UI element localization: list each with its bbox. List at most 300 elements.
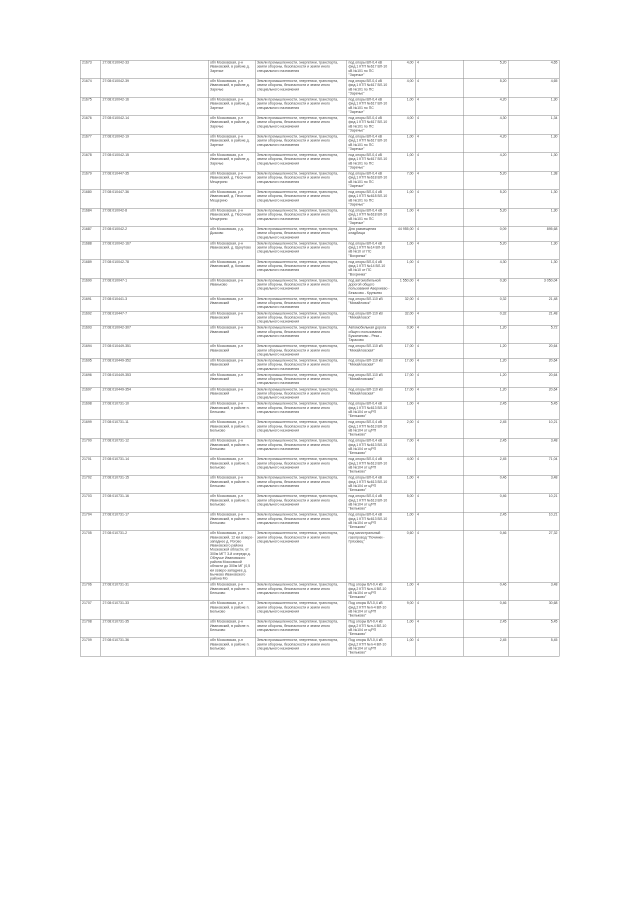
cell-cadastral-number: 27:08:010042-8 bbox=[101, 208, 209, 227]
table-row bbox=[80, 116, 559, 135]
cell-row-number: 21709 bbox=[80, 638, 101, 657]
cell-land-category: Земли промышленности, энергетики, транспорта, земли обороны, безопасности и земли иного специального назначения bbox=[255, 638, 347, 657]
cell-address: обл Московская, р-н Ивановский bbox=[208, 358, 255, 372]
cell-land-category: Земли промышленности, энергетики, транспорта, земли обороны, безопасности и земли иного специального назначения bbox=[255, 582, 347, 601]
cell-total: 1,30 bbox=[508, 260, 559, 279]
cell-code: 4 bbox=[415, 311, 463, 325]
cell-rate: 2,45 bbox=[463, 457, 508, 476]
cell-cadastral-number: 27:08:010731-11 bbox=[101, 420, 209, 439]
cell-cadastral-number: 27:08:010731-31 bbox=[101, 582, 209, 601]
cell-permitted-use: под опоры ВЛ-0,4 кВ фид.1 КТП №617 ВЛ-10 кВ №101 по ПС "Заречье" bbox=[347, 79, 392, 98]
cell-row-number: 21676 bbox=[80, 116, 101, 135]
cell-land-category: Земли промышленности, энергетики, транспорта, земли обороны, безопасности и земли иного специального назначения bbox=[255, 311, 347, 325]
cell-total: 10,21 bbox=[508, 512, 559, 531]
cell-total: 1,30 bbox=[508, 153, 559, 172]
cell-row-number: 21694 bbox=[80, 344, 101, 358]
cell-cadastral-number: 27:08:010447-36 bbox=[101, 190, 209, 209]
land-parcels-table bbox=[80, 60, 559, 657]
cell-address: обл Московская, р-н Ивановский, в районе д. Заречье bbox=[208, 97, 255, 116]
cell-row-number: 21705 bbox=[80, 531, 101, 583]
cell-rate: 5,20 bbox=[463, 79, 508, 98]
cell-address: обл Московская, р-н Ивановский, в районе п. Бельково bbox=[208, 457, 255, 476]
cell-rate: 5,20 bbox=[463, 60, 508, 79]
cell-row-number: 21689 bbox=[80, 260, 101, 279]
table-row bbox=[80, 79, 559, 98]
cell-total: 1,38 bbox=[508, 171, 559, 190]
cell-permitted-use: под опоры ВЛ-0,4 кВ фид.1 КТП №613 ВЛ-10 кВ №104 от ц/РП "Бельково" bbox=[347, 457, 392, 476]
cell-address: обл Московская, р-н Ивановский, в районе п. Бельково bbox=[208, 619, 255, 638]
cell-code: 4 bbox=[415, 116, 463, 135]
cell-area: 5,00 bbox=[392, 494, 416, 513]
cell-rate: 1,20 bbox=[463, 344, 508, 358]
cell-land-category: Земли промышленности, энергетики, транспорта, земли обороны, безопасности и земли иного специального назначения bbox=[255, 227, 347, 241]
cell-total: 1,30 bbox=[508, 241, 559, 260]
cell-land-category: Земли промышленности, энергетики, транспорта, земли обороны, безопасности и земли иного специального назначения bbox=[255, 512, 347, 531]
cell-cadastral-number: 27:08:010731-35 bbox=[101, 619, 209, 638]
cell-code: 4 bbox=[415, 401, 463, 420]
cell-land-category: Земли промышленности, энергетики, транспорта, земли обороны, безопасности и земли иного специального назначения bbox=[255, 297, 347, 311]
cell-rate: 0,32 bbox=[463, 297, 508, 311]
cell-land-category: Земли промышленности, энергетики, транспорта, земли обороны, безопасности и земли иного специального назначения bbox=[255, 619, 347, 638]
cell-area: 4,00 bbox=[392, 79, 416, 98]
cell-row-number: 21700 bbox=[80, 438, 101, 457]
table-row bbox=[80, 227, 559, 241]
cell-permitted-use: под опоры ВЛ-0,4 кВ фид.1 КТП №618 ВЛ-10 кВ №101 по ПС "Заречье" bbox=[347, 171, 392, 190]
cell-land-category: Земли промышленности, энергетики, транспорта, земли обороны, безопасности и земли иного специального назначения bbox=[255, 208, 347, 227]
table-row bbox=[80, 601, 559, 620]
cell-address: обл Московская, р-н Ивановский, в районе п. Бельково bbox=[208, 401, 255, 420]
cell-permitted-use: под опоры ВЛ-110 кВ "Михайловская" bbox=[347, 344, 392, 358]
cell-permitted-use: под опоры ВЛ-110 кВ "Михайловская" bbox=[347, 387, 392, 401]
cell-permitted-use: под опоры ВЛ-0,4 кВ фид.1 КТП №618 ВЛ-10 кВ №101 по ПС "Заречье" bbox=[347, 190, 392, 209]
cell-address: обл Московская, р-н Ивановский, в районе д. Заречье bbox=[208, 116, 255, 135]
cell-land-category: Земли промышленности, энергетики, транспорта, земли обороны, безопасности и земли иного специального назначения bbox=[255, 494, 347, 513]
cell-permitted-use: под опоры ВЛ-0,4 кВ фид.1 КТП №618 ВЛ-10 кВ №101 по ПС "Заречье" bbox=[347, 208, 392, 227]
cell-total: 895,68 bbox=[508, 227, 559, 241]
cell-code: 4 bbox=[415, 278, 463, 297]
cell-cadastral-number: 27:08:010042-307 bbox=[101, 325, 209, 344]
cell-area: 17,00 bbox=[392, 358, 416, 372]
cell-code: 4 bbox=[415, 134, 463, 153]
cell-row-number: 21702 bbox=[80, 475, 101, 494]
cell-permitted-use: Под опоры ВЛ-0,4 кВ фид.2 КТП №п-4 ВЛ-10 кВ №104 от ц/РП "Бельково" bbox=[347, 601, 392, 620]
cell-address: обл Московская, р-н Ивановский, д. Песочная Мещерино bbox=[208, 171, 255, 190]
cell-row-number: 21688 bbox=[80, 241, 101, 260]
cell-area: 1,00 bbox=[392, 134, 416, 153]
cell-cadastral-number: 27:08:010042-39 bbox=[101, 79, 209, 98]
cell-area: 0,60 bbox=[392, 531, 416, 583]
cell-rate: 0,46 bbox=[463, 494, 508, 513]
cell-permitted-use: под опоры ВЛ-0,4 кВ фид.1 КТП №613 ВЛ-10 кВ №104 от ц/РП "Бельково" bbox=[347, 512, 392, 531]
cell-code: 4 bbox=[415, 227, 463, 241]
cell-cadastral-number: 27:08:010731-36 bbox=[101, 638, 209, 657]
cell-address: обл Московская, р-н Ивановский, в районе д. Заречье bbox=[208, 79, 255, 98]
cell-total: 4,65 bbox=[508, 79, 559, 98]
cell-address: обл Московская, р-н Ивановский, в районе п. Бельково bbox=[208, 512, 255, 531]
cell-area: 44 955,00 bbox=[392, 227, 416, 241]
table-row bbox=[80, 387, 559, 401]
cell-code: 4 bbox=[415, 387, 463, 401]
cell-total: 1,34 bbox=[508, 116, 559, 135]
cell-total: 4,65 bbox=[508, 60, 559, 79]
cell-area: 2,00 bbox=[392, 420, 416, 439]
cell-row-number: 21678 bbox=[80, 153, 101, 172]
cell-area: 4,00 bbox=[392, 116, 416, 135]
cell-cadastral-number: 27:08:010447-7 bbox=[101, 311, 209, 325]
cell-land-category: Земли промышленности, энергетики, транспорта, земли обороны, безопасности и земли иного специального назначения bbox=[255, 278, 347, 297]
cell-total: 5,45 bbox=[508, 638, 559, 657]
cell-cadastral-number: 27:08:010042-2 bbox=[101, 227, 209, 241]
cell-row-number: 21675 bbox=[80, 97, 101, 116]
cell-rate: 2,45 bbox=[463, 638, 508, 657]
cell-cadastral-number: 27:08:010731-12 bbox=[101, 438, 209, 457]
cell-row-number: 21674 bbox=[80, 79, 101, 98]
cell-area: 1,00 bbox=[392, 401, 416, 420]
cell-area: 1,00 bbox=[392, 619, 416, 638]
cell-area: 1,00 bbox=[392, 97, 416, 116]
parcels-table bbox=[80, 60, 560, 657]
cell-code: 4 bbox=[415, 208, 463, 227]
cell-code: 4 bbox=[415, 190, 463, 209]
cell-total: 27,32 bbox=[508, 531, 559, 583]
cell-code: 4 bbox=[415, 619, 463, 638]
cell-total: 3,48 bbox=[508, 438, 559, 457]
cell-total: 1,30 bbox=[508, 190, 559, 209]
table-row bbox=[80, 241, 559, 260]
cell-address: обл Московская, р-н Ивановский, в районе п. Бельково bbox=[208, 420, 255, 439]
cell-land-category: Земли промышленности, энергетики, транспорта, земли обороны, безопасности и земли иного специального назначения bbox=[255, 97, 347, 116]
cell-land-category: Земли промышленности, энергетики, транспорта, земли обороны, безопасности и земли иного специального назначения bbox=[255, 153, 347, 172]
cell-row-number: 21692 bbox=[80, 311, 101, 325]
cell-permitted-use: Под опоры ВЛ-0,4 кВ фид.2 КТП №п-4 ВЛ-10 кВ №104 от ц/РП "Бельково" bbox=[347, 619, 392, 638]
cell-address: обл Московская, р-н Ивановский, в районе д. Заречье bbox=[208, 153, 255, 172]
cell-code: 4 bbox=[415, 638, 463, 657]
cell-total: 20,64 bbox=[508, 387, 559, 401]
cell-code: 4 bbox=[415, 97, 463, 116]
cell-address: обл Московская, р-н Ивановский, в районе п. Бельково bbox=[208, 638, 255, 657]
cell-rate: 1,20 bbox=[463, 373, 508, 387]
cell-rate: 2,45 bbox=[463, 420, 508, 439]
cell-total: 20,64 bbox=[508, 358, 559, 372]
cell-code: 4 bbox=[415, 420, 463, 439]
cell-total: 1,30 bbox=[508, 208, 559, 227]
cell-area: 1,00 bbox=[392, 241, 416, 260]
cell-address: обл Московская, р-н Ивановский, в районе п. Бельково bbox=[208, 475, 255, 494]
table-row bbox=[80, 582, 559, 601]
cell-rate: 1,20 bbox=[463, 325, 508, 344]
cell-permitted-use: под опоры ВЛ-0,4 кВ фид.1 КТП №613 ВЛ-10 кВ №104 от ц/РП "Бельково" bbox=[347, 420, 392, 439]
cell-area: 17,00 bbox=[392, 344, 416, 358]
cell-code: 4 bbox=[415, 457, 463, 476]
cell-address: обл Московская, р-н Ивановский, в районе д. Заречье bbox=[208, 134, 255, 153]
cell-row-number: 21679 bbox=[80, 171, 101, 190]
cell-code: 4 bbox=[415, 494, 463, 513]
cell-rate: 2,45 bbox=[463, 512, 508, 531]
cell-land-category: Земли промышленности, энергетики, транспорта, земли обороны, безопасности и земли иного специального назначения bbox=[255, 344, 347, 358]
cell-permitted-use: под опоры ВЛ-0,4 кВ фид.1 КТП №613 ВЛ-10 кВ №104 от ц/РП "Бельково" bbox=[347, 401, 392, 420]
cell-total: 20,64 bbox=[508, 344, 559, 358]
cell-land-category: Земли промышленности, энергетики, транспорта, земли обороны, безопасности и земли иного специального назначения bbox=[255, 79, 347, 98]
cell-address: обл Московская, р-н Ивановский, д. Щекутово bbox=[208, 241, 255, 260]
cell-code: 4 bbox=[415, 582, 463, 601]
cell-rate: 4,20 bbox=[463, 153, 508, 172]
cell-address: обл Московская, р-н Ивановский, в районе д. Заречье bbox=[208, 60, 255, 79]
cell-cadastral-number: 27:08:010042-15 bbox=[101, 153, 209, 172]
cell-land-category: Земли промышленности, энергетики, транспорта, земли обороны, безопасности и земли иного специального назначения bbox=[255, 190, 347, 209]
cell-address: обл Московская, р-н Ивановский, д. Песочная Мещерино bbox=[208, 190, 255, 209]
cell-code: 4 bbox=[415, 344, 463, 358]
cell-row-number: 21698 bbox=[80, 401, 101, 420]
cell-permitted-use: под опоры ВЛ-0,4 кВ фид.1 КТП №14 ВЛ-10 кВ №10 от ПС "Вохринка" bbox=[347, 260, 392, 279]
cell-total: 10,21 bbox=[508, 494, 559, 513]
cell-cadastral-number: 27:08:010447-35 bbox=[101, 171, 209, 190]
cell-rate: 2,45 bbox=[463, 401, 508, 420]
cell-permitted-use: под опоры ВЛ-0,4 кВ фид.1 КТП №613 ВЛ-10 кВ №104 от ц/РП "Бельково" bbox=[347, 494, 392, 513]
cell-permitted-use: Под опоры ВЛ-0,4 кВ фид.2 КТП №п-4 ВЛ-10 кВ №104 от ц/РП "Бельково" bbox=[347, 582, 392, 601]
table-row bbox=[80, 344, 559, 358]
cell-row-number: 21677 bbox=[80, 134, 101, 153]
cell-rate: 0,32 bbox=[463, 311, 508, 325]
cell-address: обл Московская, р-н Ивановский bbox=[208, 325, 255, 344]
cell-total: 71,04 bbox=[508, 457, 559, 476]
cell-row-number: 21684 bbox=[80, 208, 101, 227]
table-row bbox=[80, 401, 559, 420]
table-row bbox=[80, 260, 559, 279]
cell-total: 10,21 bbox=[508, 420, 559, 439]
cell-area: 1 550,00 bbox=[392, 278, 416, 297]
table-row bbox=[80, 638, 559, 657]
cell-row-number: 21701 bbox=[80, 457, 101, 476]
cell-permitted-use: под опоры ВЛ-0,4 кВ фид.1 КТП №617 ВЛ-10 кВ №101 по ПС "Заречье" bbox=[347, 60, 392, 79]
cell-land-category: Земли промышленности, энергетики, транспорта, земли обороны, безопасности и земли иного специального назначения bbox=[255, 60, 347, 79]
cell-area: 1,00 bbox=[392, 153, 416, 172]
cell-land-category: Земли промышленности, энергетики, транспорта, земли обороны, безопасности и земли иного специального назначения bbox=[255, 401, 347, 420]
cell-cadastral-number: 27:08:010042-33 bbox=[101, 60, 209, 79]
cell-rate: 1,20 bbox=[463, 358, 508, 372]
cell-permitted-use: под опоры ВЛ-110 кВ "Михайловская" bbox=[347, 373, 392, 387]
cell-cadastral-number: 27:08:010449-351 bbox=[101, 344, 209, 358]
cell-row-number: 21673 bbox=[80, 60, 101, 79]
cell-total: 5,45 bbox=[508, 401, 559, 420]
cell-land-category: Земли промышленности, энергетики, транспорта, земли обороны, безопасности и земли иного специального назначения bbox=[255, 358, 347, 372]
cell-cadastral-number: 27:08:010449-352 bbox=[101, 358, 209, 372]
cell-address: обл Московская, у д. Дьяково bbox=[208, 227, 255, 241]
cell-cadastral-number: 27:08:010731-16 bbox=[101, 494, 209, 513]
cell-area: 1,00 bbox=[392, 638, 416, 657]
cell-permitted-use: под опоры ВЛ-0,4 кВ фид.1 КТП №617 ВЛ-10 кВ №101 по ПС "Заречье" bbox=[347, 134, 392, 153]
cell-cadastral-number: 27:08:010042-78 bbox=[101, 260, 209, 279]
cell-cadastral-number: 27:08:010042-16 bbox=[101, 97, 209, 116]
cell-rate: 1,20 bbox=[463, 387, 508, 401]
table-row bbox=[80, 457, 559, 476]
cell-address: обл Московская, р-н Ивановский bbox=[208, 297, 255, 311]
cell-address: обл Московская, р-н Ивановский, д. Конаково bbox=[208, 260, 255, 279]
cell-land-category: Земли промышленности, энергетики, транспорта, земли обороны, безопасности и земли иного специального назначения bbox=[255, 325, 347, 344]
cell-area: 1,00 bbox=[392, 190, 416, 209]
cell-address: обл Московская, р-н Ивановский, в районе п. Бельково bbox=[208, 582, 255, 601]
cell-rate: 2,45 bbox=[463, 438, 508, 457]
cell-rate: 5,20 bbox=[463, 171, 508, 190]
cell-cadastral-number: 27:08:010042-167 bbox=[101, 241, 209, 260]
cell-total: 1,30 bbox=[508, 97, 559, 116]
cell-rate: 0,46 bbox=[463, 601, 508, 620]
cell-code: 4 bbox=[415, 153, 463, 172]
cell-row-number: 21687 bbox=[80, 227, 101, 241]
cell-rate: 5,20 bbox=[463, 208, 508, 227]
cell-code: 4 bbox=[415, 297, 463, 311]
table-row bbox=[80, 97, 559, 116]
table-row bbox=[80, 278, 559, 297]
cell-cadastral-number: 27:08:010042-14 bbox=[101, 116, 209, 135]
cell-rate: 0,46 bbox=[463, 475, 508, 494]
cell-total: 30,68 bbox=[508, 601, 559, 620]
cell-code: 4 bbox=[415, 358, 463, 372]
cell-rate: 4,30 bbox=[463, 260, 508, 279]
cell-area: 1,00 bbox=[392, 208, 416, 227]
cell-row-number: 21691 bbox=[80, 297, 101, 311]
cell-land-category: Земли промышленности, энергетики, транспорта, земли обороны, безопасности и земли иного специального назначения bbox=[255, 116, 347, 135]
cell-area: 1,00 bbox=[392, 475, 416, 494]
cell-row-number: 21706 bbox=[80, 582, 101, 601]
cell-cadastral-number: 27:08:010449-353 bbox=[101, 373, 209, 387]
cell-permitted-use: под опоры ВЛ-110 кВ "Михайловская" bbox=[347, 358, 392, 372]
cell-row-number: 21695 bbox=[80, 358, 101, 372]
cell-permitted-use: под автомобильной дорогой общего пользования Аверкиево - Бекасово - Крупьево bbox=[347, 278, 392, 297]
cell-permitted-use: Автомобильная дорога общего пользования Бужаниново - Река - Тарасово bbox=[347, 325, 392, 344]
cell-permitted-use: под опоры ВЛ-0,4 кВ фид.1 КТП №613 ВЛ-10 кВ №104 от ц/РП "Бельково" bbox=[347, 438, 392, 457]
cell-code: 4 bbox=[415, 325, 463, 344]
cell-land-category: Земли промышленности, энергетики, транспорта, земли обороны, безопасности и земли иного специального назначения bbox=[255, 373, 347, 387]
cell-land-category: Земли промышленности, энергетики, транспорта, земли обороны, безопасности и земли иного специального назначения bbox=[255, 420, 347, 439]
cell-row-number: 21708 bbox=[80, 619, 101, 638]
cell-address: обл Московская, р-н Ивановский bbox=[208, 344, 255, 358]
cell-permitted-use: под опоры ВЛ-0,4 кВ фид.1 КТП №617 ВЛ-10 кВ №101 по ПС "Заречье" bbox=[347, 153, 392, 172]
table-row bbox=[80, 60, 559, 79]
table-row bbox=[80, 358, 559, 372]
cell-address: обл Московская, р-н Иваньково bbox=[208, 278, 255, 297]
cell-land-category: Земли промышленности, энергетики, транспорта, земли обороны, безопасности и земли иного специального назначения bbox=[255, 171, 347, 190]
cell-permitted-use: Под опоры ВЛ-0,4 кВ фид.2 КТП №п-4 ВЛ-10 кВ №104 от ц/РП "Бельково" bbox=[347, 638, 392, 657]
cell-row-number: 21693 bbox=[80, 325, 101, 344]
cell-cadastral-number: 27:08:010042-19 bbox=[101, 134, 209, 153]
cell-area: 32,00 bbox=[392, 297, 416, 311]
cell-total: 3,48 bbox=[508, 582, 559, 601]
cell-cadastral-number: 27:08:010731-2 bbox=[101, 531, 209, 583]
cell-total: 1,30 bbox=[508, 134, 559, 153]
cell-permitted-use: под опоры ВЛ-110 кВ "Михайловск" bbox=[347, 297, 392, 311]
table-row bbox=[80, 171, 559, 190]
cell-total: 5,72 bbox=[508, 325, 559, 344]
table-row bbox=[80, 325, 559, 344]
cell-row-number: 21703 bbox=[80, 494, 101, 513]
cell-total: 21,48 bbox=[508, 311, 559, 325]
cell-code: 4 bbox=[415, 171, 463, 190]
cell-row-number: 21690 bbox=[80, 278, 101, 297]
table-row bbox=[80, 208, 559, 227]
cell-land-category: Земли промышленности, энергетики, транспорта, земли обороны, безопасности и земли иного специального назначения bbox=[255, 475, 347, 494]
cell-code: 4 bbox=[415, 60, 463, 79]
cell-permitted-use: Для размещения кладбища bbox=[347, 227, 392, 241]
cell-land-category: Земли промышленности, энергетики, транспорта, земли обороны, безопасности и земли иного специального назначения bbox=[255, 260, 347, 279]
cell-area: 1,00 bbox=[392, 582, 416, 601]
cell-area: 4,00 bbox=[392, 60, 416, 79]
cell-rate: 4,20 bbox=[463, 134, 508, 153]
cell-code: 4 bbox=[415, 475, 463, 494]
table-row bbox=[80, 512, 559, 531]
cell-cadastral-number: 27:08:010449-354 bbox=[101, 387, 209, 401]
cell-area: 17,00 bbox=[392, 387, 416, 401]
cell-row-number: 21707 bbox=[80, 601, 101, 620]
table-row bbox=[80, 134, 559, 153]
cell-rate: 4,20 bbox=[463, 97, 508, 116]
cell-permitted-use: под магистральный газопровод "Починки - Грязовец" bbox=[347, 531, 392, 583]
table-row bbox=[80, 297, 559, 311]
table-row bbox=[80, 619, 559, 638]
table-row bbox=[80, 311, 559, 325]
cell-land-category: Земли промышленности, энергетики, транспорта, земли обороны, безопасности и земли иного специального назначения bbox=[255, 438, 347, 457]
cell-total: 3 050,04 bbox=[508, 278, 559, 297]
cell-cadastral-number: 27:08:010731-10 bbox=[101, 401, 209, 420]
cell-permitted-use: под опоры ВЛ-0,4 кВ фид.1 КТП №617 ВЛ-10 кВ №101 по ПС "Заречье" bbox=[347, 116, 392, 135]
cell-permitted-use: под опоры ВЛ-110 кВ "Михайловск" bbox=[347, 311, 392, 325]
cell-address: обл Московская, р-н Ивановский, в районе п. Бельково bbox=[208, 494, 255, 513]
cell-code: 4 bbox=[415, 79, 463, 98]
cell-area: 1,00 bbox=[392, 512, 416, 531]
cell-cadastral-number: 27:08:010047-1 bbox=[101, 278, 209, 297]
cell-area: 1,00 bbox=[392, 260, 416, 279]
cell-area: 17,00 bbox=[392, 373, 416, 387]
cell-total: 20,64 bbox=[508, 373, 559, 387]
cell-total: 3,48 bbox=[508, 475, 559, 494]
cell-rate: 0,46 bbox=[463, 582, 508, 601]
cell-row-number: 21704 bbox=[80, 512, 101, 531]
cell-address: обл Московская, р-н Ивановский, в районе п. Бельково bbox=[208, 438, 255, 457]
cell-land-category: Земли промышленности, энергетики, транспорта, земли обороны, безопасности и земли иного специального назначения bbox=[255, 601, 347, 620]
cell-land-category: Земли промышленности, энергетики, транспорта, земли обороны, безопасности и земли иного специального назначения bbox=[255, 531, 347, 583]
cell-area: 0,90 bbox=[392, 325, 416, 344]
cell-code: 4 bbox=[415, 512, 463, 531]
cell-rate: 0,46 bbox=[463, 531, 508, 583]
cell-area: 4,00 bbox=[392, 457, 416, 476]
cell-address: обл Московская, р-н Ивановский, в районе п. Бельково bbox=[208, 601, 255, 620]
cell-rate: 4,30 bbox=[463, 116, 508, 135]
cell-permitted-use: под опоры ВЛ-0,4 кВ фид.1 КТП №14 ВЛ-10 кВ №10 от ПС "Вохринка" bbox=[347, 241, 392, 260]
cell-row-number: 21696 bbox=[80, 373, 101, 387]
cell-code: 4 bbox=[415, 438, 463, 457]
cell-code: 4 bbox=[415, 531, 463, 583]
cell-row-number: 21697 bbox=[80, 387, 101, 401]
cell-code: 4 bbox=[415, 601, 463, 620]
cell-cadastral-number: 27:08:010731-15 bbox=[101, 475, 209, 494]
cell-permitted-use: под опоры ВЛ-0,4 кВ фид.1 КТП №617 ВЛ-10 кВ №101 по ПС "Заречье" bbox=[347, 97, 392, 116]
table-row bbox=[80, 494, 559, 513]
table-row bbox=[80, 475, 559, 494]
cell-area: 32,00 bbox=[392, 311, 416, 325]
cell-row-number: 21699 bbox=[80, 420, 101, 439]
cell-rate: 2,45 bbox=[463, 619, 508, 638]
cell-rate: 0,09 bbox=[463, 227, 508, 241]
cell-land-category: Земли промышленности, энергетики, транспорта, земли обороны, безопасности и земли иного специального назначения bbox=[255, 241, 347, 260]
cell-area: 7,00 bbox=[392, 171, 416, 190]
cell-code: 4 bbox=[415, 260, 463, 279]
cell-rate: 0,30 bbox=[463, 278, 508, 297]
cell-address: обл Московская, р-н Ивановский bbox=[208, 311, 255, 325]
cell-address: обл Московская, р-н Ивановский, д. Песочная Мещерино bbox=[208, 208, 255, 227]
cell-area: 7,00 bbox=[392, 438, 416, 457]
cell-land-category: Земли промышленности, энергетики, транспорта, земли обороны, безопасности и земли иного специального назначения bbox=[255, 134, 347, 153]
cell-code: 4 bbox=[415, 373, 463, 387]
cell-rate: 5,20 bbox=[463, 241, 508, 260]
